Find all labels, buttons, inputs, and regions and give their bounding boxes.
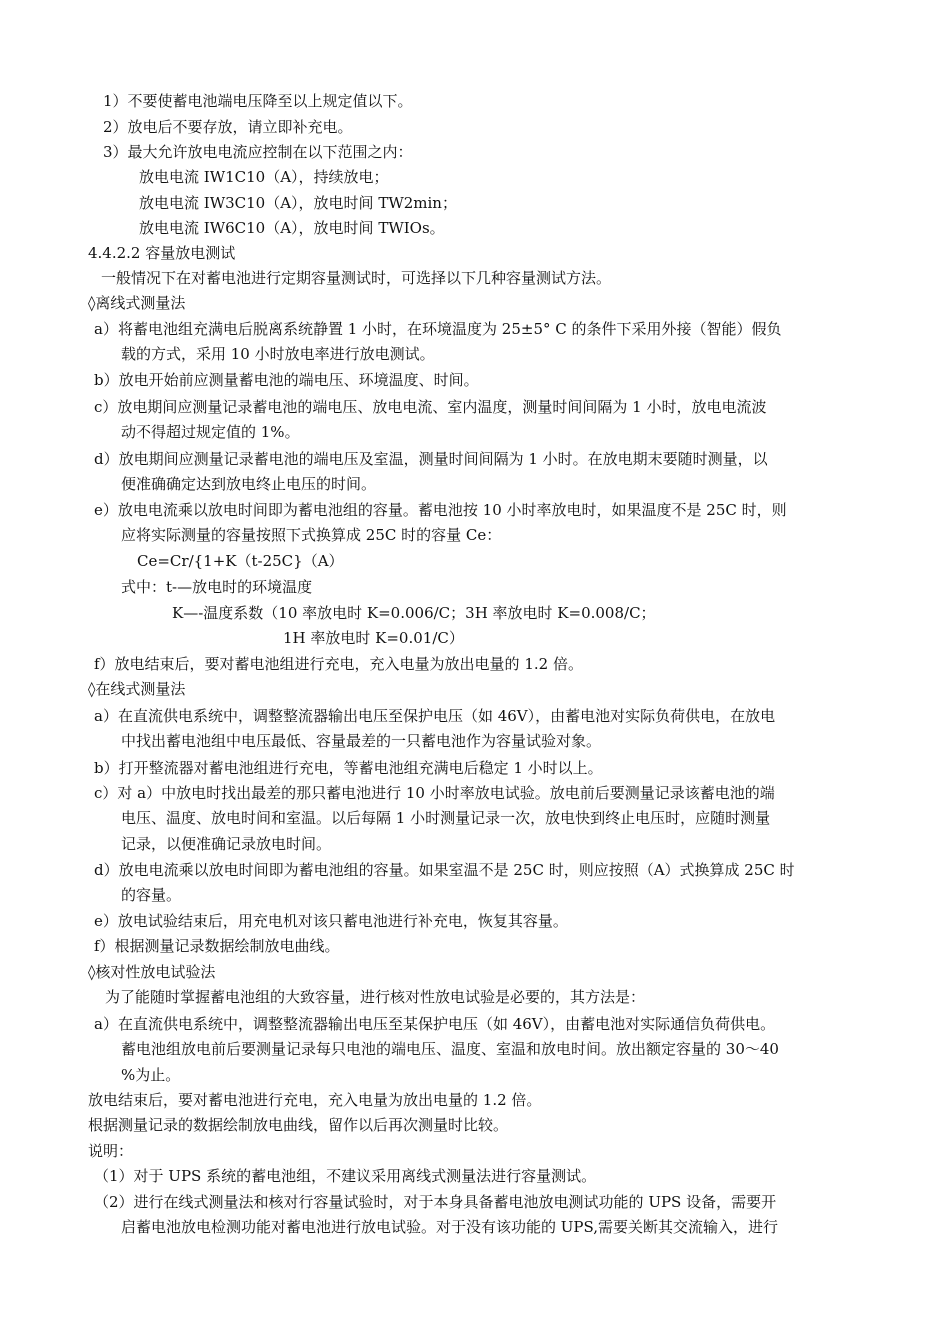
paragraph-line: 根据测量记录的数据绘制放电曲线，留作以后再次测量时比较。 <box>88 1116 509 1134</box>
list-item-continuation: 的容量。 <box>121 886 182 904</box>
list-item: d）放电电流乘以放电时间即为蓄电池组的容量。如果室温不是 25C 时，则应按照（A）式换算成 25C 时 <box>94 861 795 879</box>
list-item: f）放电结束后，要对蓄电池组进行充电，充入电量为放出电量的 1.2 倍。 <box>94 655 583 673</box>
method-heading: ◊在线式测量法 <box>88 680 186 698</box>
text-line: 放电电流 IW3C10（A），放电时间 TW2min； <box>139 194 457 212</box>
formula-note: 式中：t-—放电时的环境温度 <box>121 578 313 596</box>
list-item-continuation: 电压、温度、放电时间和室温。以后每隔 1 小时测量记录一次，放电快到终止电压时，应随时测量 <box>121 809 771 827</box>
list-item: a）在直流供电系统中，调整整流器输出电压至保护电压（如 46V），由蓄电池对实际负荷供电，在放电 <box>94 707 776 725</box>
note-item: （2）进行在线式测量法和核对行容量试验时，对于本身具备蓄电池放电测试功能的 UPS 设备，需要开 <box>94 1193 777 1211</box>
note-item-continuation: 启蓄电池放电检测功能对蓄电池进行放电试验。对于没有该功能的 UPS,需要关断其交流输入，进行 <box>121 1218 779 1236</box>
list-item-continuation: 应将实际测量的容量按照下式换算成 25C 时的容量 Ce： <box>121 526 502 544</box>
list-item-continuation: %为止。 <box>121 1066 181 1084</box>
text-line: 放电电流 IW1C10（A），持续放电； <box>139 168 389 186</box>
list-item: e）放电电流乘以放电时间即为蓄电池组的容量。蓄电池按 10 小时率放电时，如果温度不是 25C 时，则 <box>94 501 787 519</box>
formula: Ce=Cr/{1+K（t-25C}（A） <box>137 552 344 570</box>
text-line: 放电电流 IW6C10（A），放电时间 TWIOs。 <box>139 219 445 237</box>
list-item-continuation: 动不得超过规定值的 1%。 <box>121 423 300 441</box>
list-item: f）根据测量记录数据绘制放电曲线。 <box>94 937 340 955</box>
list-item: a）将蓄电池组充满电后脱离系统静置 1 小时，在环境温度为 25±5° C 的条件下采用外接（智能）假负 <box>94 320 782 338</box>
paragraph-line: 一般情况下在对蓄电池进行定期容量测试时，可选择以下几种容量测试方法。 <box>101 269 612 287</box>
formula-note: K—-温度系数（10 率放电时 K=0.006/C；3H 率放电时 K=0.008/C； <box>172 604 656 622</box>
list-item-continuation: 中找出蓄电池组中电压最低、容量最差的一只蓄电池作为容量试验对象。 <box>121 732 602 750</box>
list-item: d）放电期间应测量记录蓄电池的端电压及室温，测量时间间隔为 1 小时。在放电期末要随时测量，以 <box>94 450 768 468</box>
list-item: 2）放电后不要存放，请立即补充电。 <box>103 118 353 136</box>
list-item-continuation: 载的方式，采用 10 小时放电率进行放电测试。 <box>121 345 435 363</box>
paragraph-line: 为了能随时掌握蓄电池组的大致容量，进行核对性放电试验是必要的，其方法是： <box>105 988 646 1006</box>
list-item: c）放电期间应测量记录蓄电池的端电压、放电电流、室内温度，测量时间间隔为 1 小时，放电电流波 <box>94 398 767 416</box>
note-item: （1）对于 UPS 系统的蓄电池组，不建议采用离线式测量法进行容量测试。 <box>94 1167 597 1185</box>
list-item-continuation: 蓄电池组放电前后要测量记录每只电池的端电压、温度、室温和放电时间。放出额定容量的 30〜40 <box>121 1040 779 1058</box>
section-heading: 4.4.2.2 容量放电测试 <box>88 244 236 262</box>
list-item: b）打开整流器对蓄电池组进行充电，等蓄电池组充满电后稳定 1 小时以上。 <box>94 759 603 777</box>
method-heading: ◊离线式测量法 <box>88 294 186 312</box>
list-item: 1）不要使蓄电池端电压降至以上规定值以下。 <box>103 92 413 110</box>
list-item-continuation: 便准确确定达到放电终止电压的时间。 <box>121 475 377 493</box>
list-item: b）放电开始前应测量蓄电池的端电压、环境温度、时间。 <box>94 371 479 389</box>
method-heading: ◊核对性放电试验法 <box>88 963 216 981</box>
list-item: 3）最大允许放电电流应控制在以下范围之内： <box>103 143 413 161</box>
list-item: a）在直流供电系统中，调整整流器输出电压至某保护电压（如 46V），由蓄电池对实际通信负荷供电。 <box>94 1015 776 1033</box>
list-item: e）放电试验结束后，用充电机对该只蓄电池进行补充电，恢复其容量。 <box>94 912 568 930</box>
list-item-continuation: 记录，以便准确记录放电时间。 <box>121 835 332 853</box>
list-item: c）对 a）中放电时找出最差的那只蓄电池进行 10 小时率放电试验。放电前后要测量记录该蓄电池的端 <box>94 784 775 802</box>
note-heading: 说明： <box>88 1142 134 1160</box>
formula-note: 1H 率放电时 K=0.01/C） <box>283 629 464 647</box>
paragraph-line: 放电结束后，要对蓄电池进行充电，充入电量为放出电量的 1.2 倍。 <box>88 1091 542 1109</box>
